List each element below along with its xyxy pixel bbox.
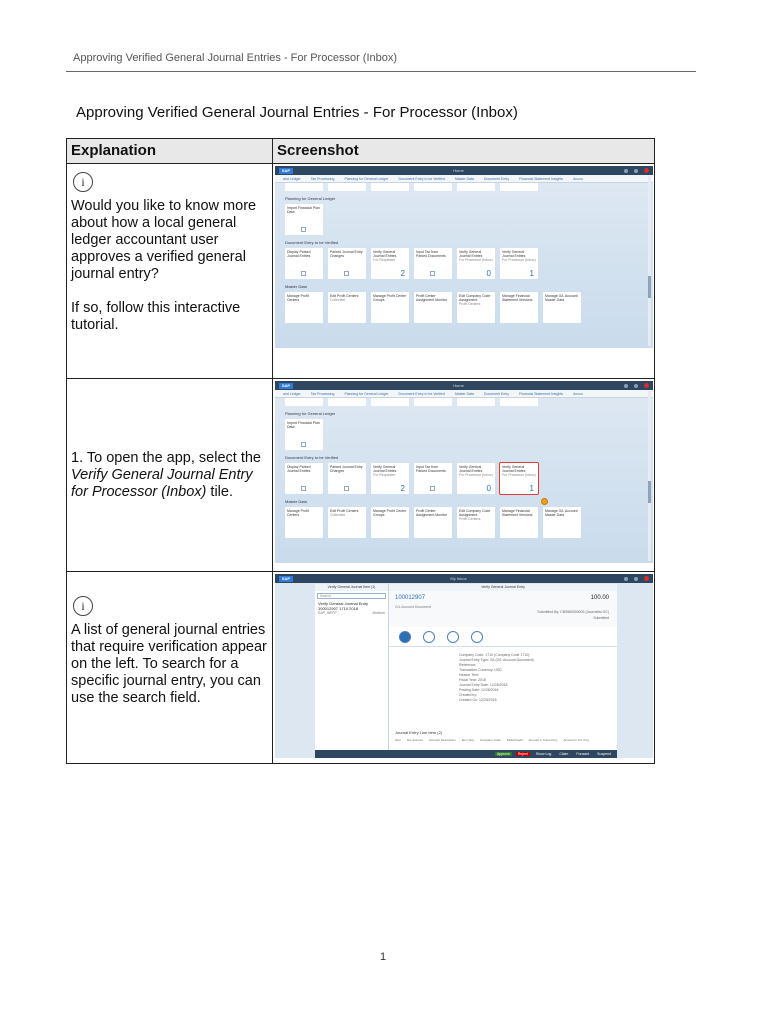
tile-subtitle: Profit Centers (459, 517, 481, 521)
group-label: Planning for General Ledger (285, 196, 336, 201)
tile (285, 292, 323, 323)
steps-table (66, 138, 655, 764)
group-label: Planning for General Ledger (285, 411, 336, 416)
approve-button[interactable]: Approve (496, 752, 510, 756)
list-header: Verify General Journal Item (1) (315, 584, 388, 591)
tile (457, 463, 495, 494)
field-row: Journal Entry Type: SA (G/L Account Document) (459, 658, 534, 662)
notes-tab-icon[interactable] (423, 631, 435, 643)
tile-row (285, 398, 653, 406)
anchor-item: and Ledger (283, 176, 301, 181)
tile (414, 292, 452, 323)
suspend-button[interactable]: Suspend (597, 752, 611, 756)
tile-title: Edit Profit Centers (330, 509, 359, 513)
upload-icon (301, 442, 306, 447)
detail-header: Verify General Journal Entry (389, 584, 617, 591)
info-icon: i (73, 596, 93, 616)
home-screenshot (275, 166, 653, 348)
shell-bar (275, 381, 653, 390)
tile (414, 463, 452, 494)
field-row: Fiscal Year: 2018 (459, 678, 486, 682)
tile (500, 183, 538, 191)
running-header: Approving Verified General Journal Entries - For Processor (Inbox) (73, 52, 398, 64)
tile (414, 398, 452, 406)
tile-title: Verify General Journal Entries (502, 465, 526, 473)
shell-title: My Inbox (450, 576, 467, 581)
field-row: Header Text: (459, 673, 479, 677)
tile-subtitle: Collective (330, 513, 346, 517)
tile (328, 463, 366, 494)
verify-processor-inbox-tile[interactable] (500, 463, 538, 494)
icon-tab-bar (389, 627, 617, 647)
tile (500, 398, 538, 406)
column-header: Account Description (429, 738, 456, 742)
instruction-text: 1. To open the app, select the (71, 449, 261, 466)
tile-row (285, 183, 653, 191)
screenshot-cell (273, 379, 655, 572)
tile (285, 248, 323, 279)
task-meta (318, 611, 385, 616)
tile-title: Edit Profit Centers (330, 294, 359, 298)
group-label: Master Data (285, 499, 307, 504)
tile-title: Verify General Journal Entries (502, 250, 526, 258)
tile-title: Manage G/L Account Master Data (545, 509, 578, 517)
tile (371, 398, 409, 406)
tile-subtitle: For Processor (Inbox) (502, 258, 536, 262)
screenshot-header: Screenshot (273, 139, 655, 164)
explanation-cell (67, 379, 273, 572)
info-tab-icon[interactable] (399, 631, 411, 643)
tile (414, 183, 452, 191)
tile-subtitle: For Processor (Inbox) (459, 258, 493, 262)
tile-title: Parked Journal Entry Changes (330, 250, 363, 258)
tile-subtitle: For Requester (373, 258, 396, 262)
anchor-item: and Ledger (283, 391, 301, 396)
tile-subtitle: Collective (330, 298, 346, 302)
app-icon (344, 486, 349, 491)
explanation-text (71, 450, 268, 501)
tile (414, 507, 452, 538)
tile-row (285, 248, 653, 279)
tile (328, 292, 366, 323)
field-row: Created On: 12/28/2018 (459, 698, 497, 702)
tile (285, 398, 323, 406)
tile (328, 507, 366, 538)
anchor-bar (275, 390, 653, 398)
tile-kpi: 2 (400, 269, 405, 278)
tile-title: Edit Company Code Assignment (459, 294, 491, 302)
tile-row (285, 292, 653, 323)
anchor-item: Financial Statement Insights (519, 176, 564, 181)
anchor-item: Accou (573, 391, 583, 396)
tile (500, 507, 538, 538)
explanation-cell (67, 164, 273, 379)
status-text: Submitted (593, 616, 609, 620)
anchor-item: Tax Processing (310, 391, 335, 396)
column-header: Item (395, 738, 401, 742)
tile (457, 398, 495, 406)
anchor-item: Master Data (454, 391, 474, 396)
tile-title: Edit Company Code Assignment (459, 509, 491, 517)
shell-title: Home (453, 168, 464, 173)
tile (457, 183, 495, 191)
tile-row (285, 204, 653, 235)
tile (371, 463, 409, 494)
tile-kpi: 1 (529, 269, 534, 278)
column-header: Item Text (461, 738, 474, 742)
field-row: Reference: (459, 663, 477, 667)
object-header (389, 591, 617, 627)
header-fields (389, 647, 617, 703)
tile-kpi: 1 (529, 484, 534, 493)
tile (328, 398, 366, 406)
table-row (67, 379, 655, 572)
tile-title: Verify General Journal Entries (459, 465, 483, 473)
instruction-text: tile. (206, 483, 233, 500)
column-header: Debit/Credit (506, 738, 523, 742)
tile-title: Profit Center Assignment Monitor (416, 509, 447, 517)
app-icon (344, 271, 349, 276)
tile (371, 183, 409, 191)
attachments-tab-icon[interactable] (447, 631, 459, 643)
tile-title: Manage Profit Centers (287, 509, 309, 517)
anchor-item: Financial Statement Insights (519, 391, 564, 396)
search-icon (624, 384, 628, 388)
field-row: Journal Entry Date: 12/28/2018 (459, 683, 508, 687)
people-tab-icon[interactable] (471, 631, 483, 643)
column-header: G/L Account (406, 738, 424, 742)
tile (371, 248, 409, 279)
notification-icon (644, 168, 649, 173)
tile-subtitle: For Requester (373, 473, 396, 477)
field-row: Created by: (459, 693, 478, 697)
sap-logo: SAP (279, 383, 293, 389)
app-icon (301, 486, 306, 491)
sap-logo: SAP (279, 168, 293, 174)
tile-title: Profit Center Assignment Monitor (416, 294, 447, 302)
tile (285, 183, 323, 191)
tile-title: Parked Journal Entry Changes (330, 465, 363, 473)
scrollbar (648, 391, 651, 561)
column-header: Amount in Trans.Crcy (528, 738, 558, 742)
shell-bar (275, 166, 653, 175)
tile (457, 292, 495, 323)
screenshot-cell (273, 572, 655, 764)
field-row: Transaction Currency: USD (459, 668, 502, 672)
tile-name-emphasis: Verify General Journal Entry for Processor (Inbox) (71, 466, 253, 500)
tile (328, 248, 366, 279)
tile-subtitle: For Processor (Inbox) (459, 473, 493, 477)
scrollbar-thumb (648, 481, 651, 503)
anchor-item: Document Entry (484, 176, 510, 181)
line-items-section (395, 730, 611, 742)
tile-title: Manage G/L Account Master Data (545, 294, 578, 302)
tile (328, 183, 366, 191)
info-icon: i (73, 172, 93, 192)
field-row: Company Code: 1710 (Company Code 1710) (459, 653, 530, 657)
table-row (67, 572, 655, 764)
scrollbar-thumb (648, 276, 651, 298)
tile-title: Import Financial Plan Data (287, 421, 320, 429)
tile-title: Display Parked Journal Entries (287, 465, 311, 473)
task-list-pane (315, 584, 389, 750)
tile-kpi: 0 (486, 484, 491, 493)
anchor-item: Master Data (454, 176, 474, 181)
table-header-row (67, 139, 655, 164)
tile (285, 419, 323, 450)
tile-title: Input Tax from Parked Documents (416, 465, 446, 473)
app-icon (430, 271, 435, 276)
tile-row (285, 507, 653, 538)
line-items-title: Journal Entry Line Item (2) (395, 730, 443, 735)
document-type: G/L Account Document (395, 605, 431, 609)
tile (457, 248, 495, 279)
task-creator: SAP_WFRT (318, 611, 337, 615)
tile-kpi: 2 (400, 484, 405, 493)
group-label: Document Entry to be Verified (285, 240, 339, 245)
tile-title: Manage Profit Centers (287, 294, 309, 302)
anchor-item: Document Entry to be Verified (398, 176, 445, 181)
scrollbar (648, 176, 651, 346)
home-screenshot (275, 381, 653, 563)
column-header: Amount in CC Crcy (563, 738, 590, 742)
explanation-text: A list of general journal entries that require verification appear on the left. To search for a specific journal entry, you can use the search field. (71, 622, 267, 706)
tile-row (285, 419, 653, 450)
tile-title: Display Parked Journal Entries (287, 250, 311, 258)
anchor-bar (275, 175, 653, 183)
tile-title: Verify General Journal Entries (459, 250, 483, 258)
help-icon (634, 169, 638, 173)
task-title: Verify General Journal Entry 100012907 1710 2018 (318, 601, 369, 611)
explanation-text: If so, follow this interactive tutorial. (71, 300, 241, 333)
upload-icon (301, 227, 306, 232)
tile (285, 204, 323, 235)
column-header: Company Code (479, 738, 501, 742)
shell-title: Home (453, 383, 464, 388)
reject-button[interactable]: Reject (517, 752, 528, 756)
tile (500, 292, 538, 323)
tile (457, 507, 495, 538)
tile (543, 292, 581, 323)
task-priority: Medium (372, 611, 385, 615)
tile-title: Manage Financial Statement Versions (502, 509, 533, 517)
help-icon (634, 577, 638, 581)
anchor-item: Document Entry to be Verified (398, 391, 445, 396)
anchor-item: Planning for General Ledger (344, 391, 389, 396)
search-icon (624, 169, 628, 173)
group-label: Document Entry to be Verified (285, 455, 339, 460)
tile-title: Input Tax from Parked Documents (416, 250, 446, 258)
notification-icon (644, 576, 649, 581)
tile-row (285, 463, 653, 494)
document-title: Approving Verified General Journal Entries - For Processor (Inbox) (76, 104, 518, 121)
explanation-text: Would you like to know more about how a local general ledger accountant user approves a verified general journal entry? (71, 198, 257, 282)
tile-subtitle: Profit Centers (459, 302, 481, 306)
submitted-by: Submitted By: CB9980000003 (Journalist GC) (537, 610, 609, 614)
click-marker (541, 498, 548, 505)
anchor-item: Document Entry (484, 391, 510, 396)
tile (285, 507, 323, 538)
tile (543, 507, 581, 538)
app-icon (301, 271, 306, 276)
forward-button[interactable]: Forward (576, 752, 590, 756)
tile (414, 248, 452, 279)
footer-toolbar (315, 750, 617, 758)
field-row: Posting Date: 12/28/2018 (459, 688, 499, 692)
group-label: Master Data (285, 284, 307, 289)
inbox-screenshot (275, 574, 653, 758)
tile (500, 248, 538, 279)
tile (285, 463, 323, 494)
show-log-button[interactable]: Show Log (535, 752, 552, 756)
sap-logo: SAP (279, 576, 293, 582)
line-items-columns (395, 738, 611, 742)
document-number: 100012907 (395, 595, 426, 601)
tile-title: Verify General Journal Entries (373, 465, 397, 473)
tile-title: Manage Profit Center Groups (373, 294, 407, 302)
task-list-item[interactable] (318, 601, 385, 616)
tile-kpi: 0 (486, 269, 491, 278)
page-number: 1 (380, 951, 387, 963)
app-icon (430, 486, 435, 491)
task-detail-pane (389, 584, 617, 750)
table-row (67, 164, 655, 379)
amount: 100.00 (590, 595, 609, 601)
search-icon (624, 577, 628, 581)
tile-title: Import Financial Plan Data (287, 206, 320, 214)
shell-bar (275, 574, 653, 583)
tile (371, 507, 409, 538)
search-input[interactable]: Search (317, 593, 386, 599)
claim-button[interactable]: Claim (559, 752, 569, 756)
tile-title: Verify General Journal Entries (373, 250, 397, 258)
explanation-cell (67, 572, 273, 764)
tile-subtitle: For Processor (Inbox) (502, 473, 536, 477)
header-rule (66, 71, 696, 72)
notification-icon (644, 383, 649, 388)
anchor-item: Planning for General Ledger (344, 176, 389, 181)
tile-title: Manage Financial Statement Versions (502, 294, 533, 302)
screenshot-cell (273, 164, 655, 379)
explanation-header: Explanation (67, 139, 273, 164)
help-icon (634, 384, 638, 388)
tile (371, 292, 409, 323)
tile-title: Manage Profit Center Groups (373, 509, 407, 517)
anchor-item: Accou (573, 176, 583, 181)
anchor-item: Tax Processing (310, 176, 335, 181)
